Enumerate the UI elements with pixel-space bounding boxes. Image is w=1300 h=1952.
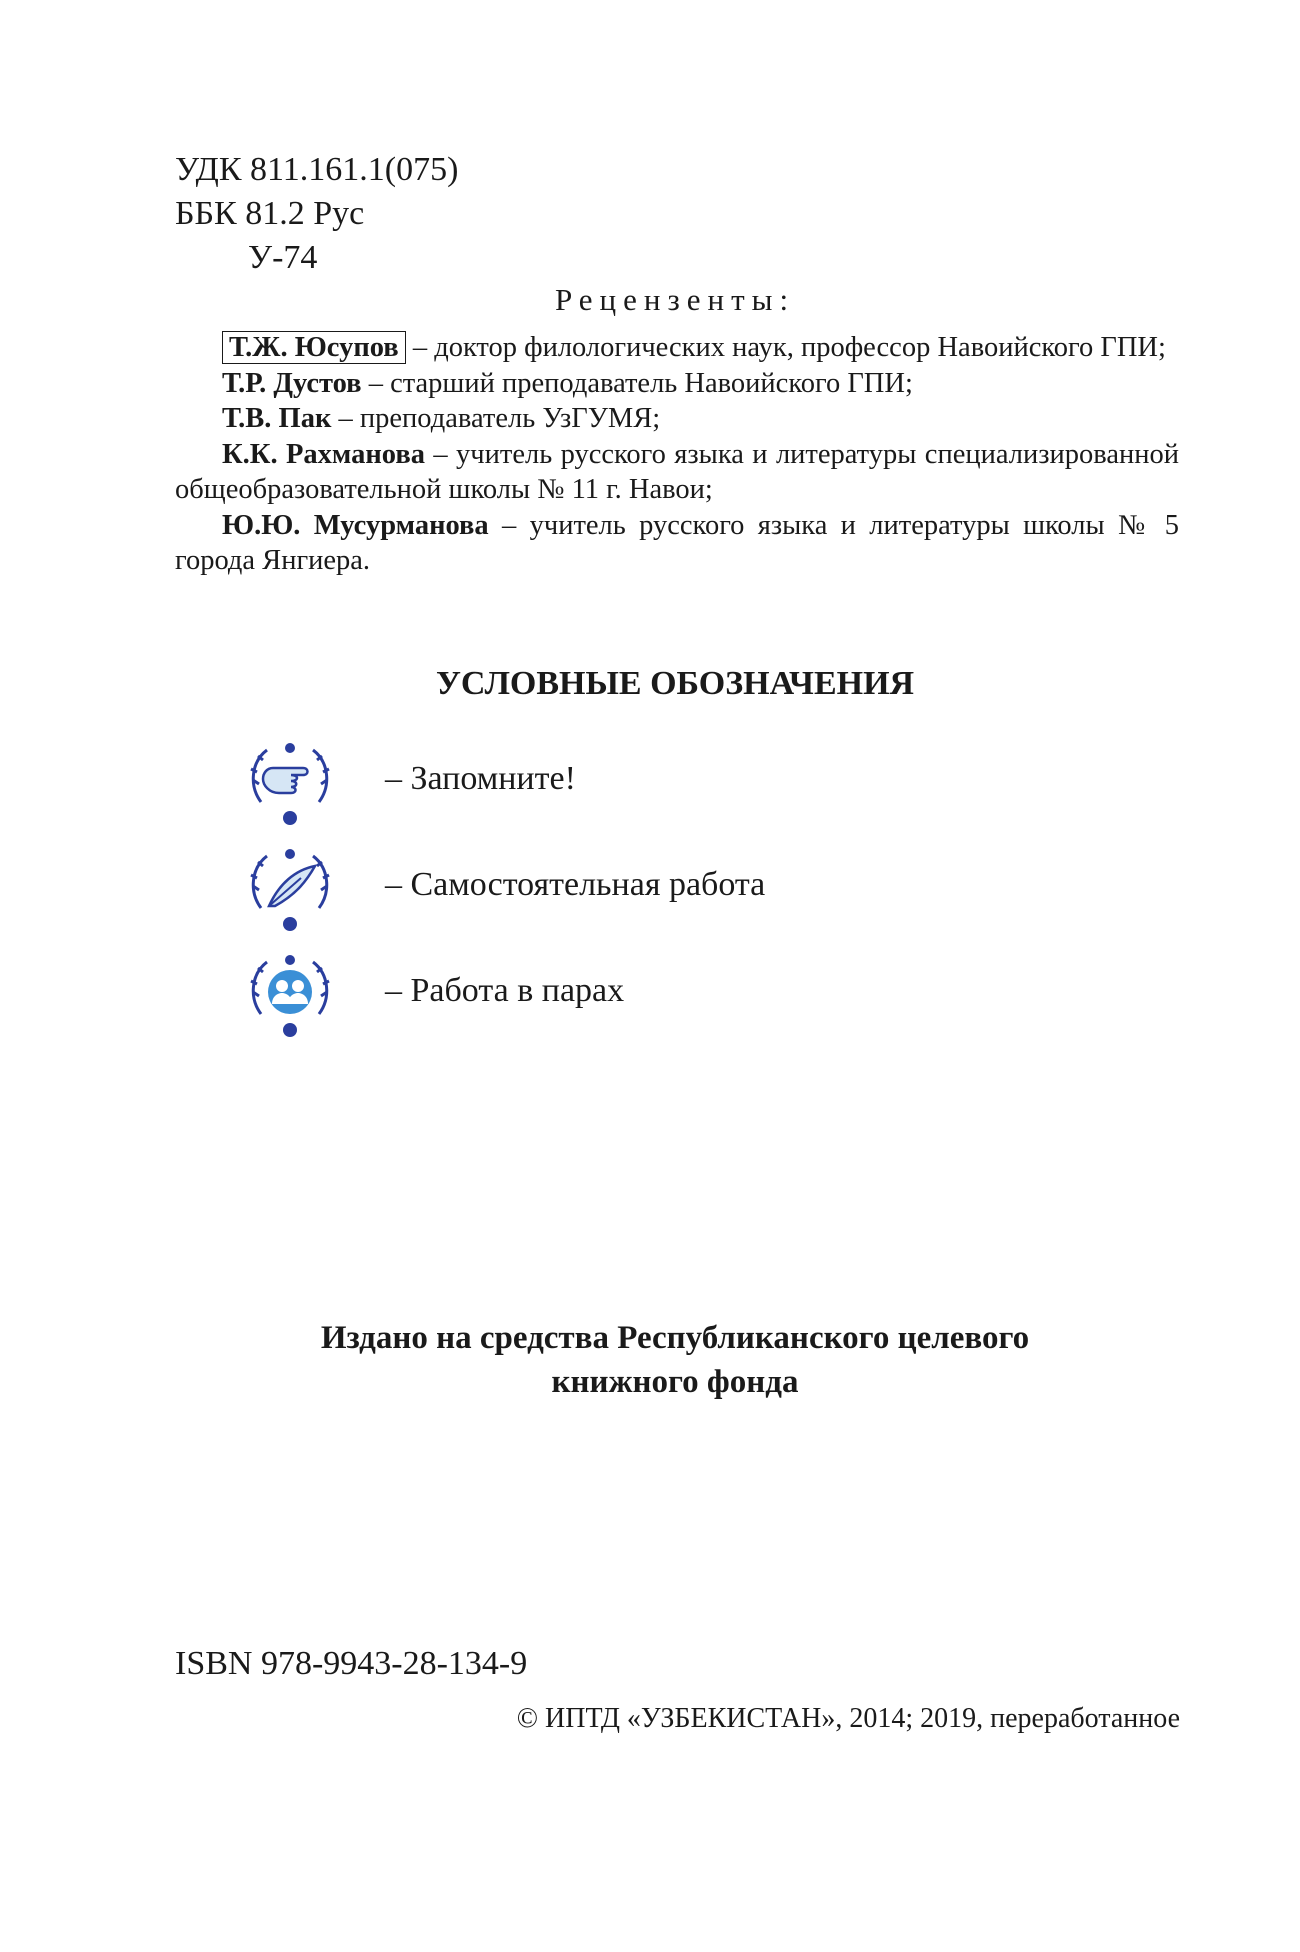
reviewer-description: – доктор филологических наук, профессор Навоийского ГПИ; (405, 332, 1166, 363)
copyright-notice: © ИПТД «УЗБЕКИСТАН», 2014; 2019, переработанное (516, 1703, 1180, 1734)
reviewers-heading: Рецензенты: (554, 282, 796, 317)
reviewer-name: Т.В. Пак (222, 403, 332, 434)
legend-label: – Работа в парах (385, 972, 625, 1009)
reviewer-name: К.К. Рахманова (222, 438, 425, 470)
reviewer-entry (175, 508, 1179, 579)
reviewer-description: – преподаватель УзГУМЯ; (331, 403, 661, 434)
two-people-icon (245, 950, 335, 1040)
quill-pen-icon (245, 844, 335, 934)
reviewer-description: – старший преподаватель Навоийского ГПИ; (361, 367, 913, 399)
legend-label: – Самостоятельная работа (385, 866, 766, 903)
funding-note (0, 1316, 1300, 1404)
author-mark: У-74 (248, 239, 318, 276)
reviewers-list (175, 330, 1179, 579)
reviewer-name: Т.Ж. Юсупов (222, 331, 406, 364)
reviewer-name: Ю.Ю. Мусурманова (222, 509, 489, 541)
reviewer-name: Т.Р. Дустов (222, 367, 362, 399)
funding-line: Издано на средства Республиканского целевого (320, 1320, 1030, 1356)
reviewer-entry (175, 437, 1179, 508)
reviewer-entry (175, 366, 1179, 402)
udk-code: УДК 811.161.1(075) (175, 151, 459, 188)
legend-title: УСЛОВНЫЕ ОБОЗНАЧЕНИЯ (435, 665, 915, 702)
isbn: ISBN 978-9943-28-134-9 (175, 1645, 528, 1682)
bbk-code: ББК 81.2 Рус (175, 195, 365, 232)
reviewer-entry (175, 330, 1179, 366)
catalog-block (175, 148, 458, 280)
hand-pointing-icon (245, 738, 335, 828)
reviewer-entry (175, 401, 1179, 437)
reviewer-description: – учитель русского языка и литературы специализированной общеобразовательной школы № 11 г. Навои; (175, 438, 1179, 505)
funding-line: книжного фонда (551, 1364, 799, 1400)
reviewer-description: – учитель русского языка и литературы школы № 5 города Янгиера. (175, 509, 1180, 576)
legend-label: – Запомните! (385, 760, 576, 797)
